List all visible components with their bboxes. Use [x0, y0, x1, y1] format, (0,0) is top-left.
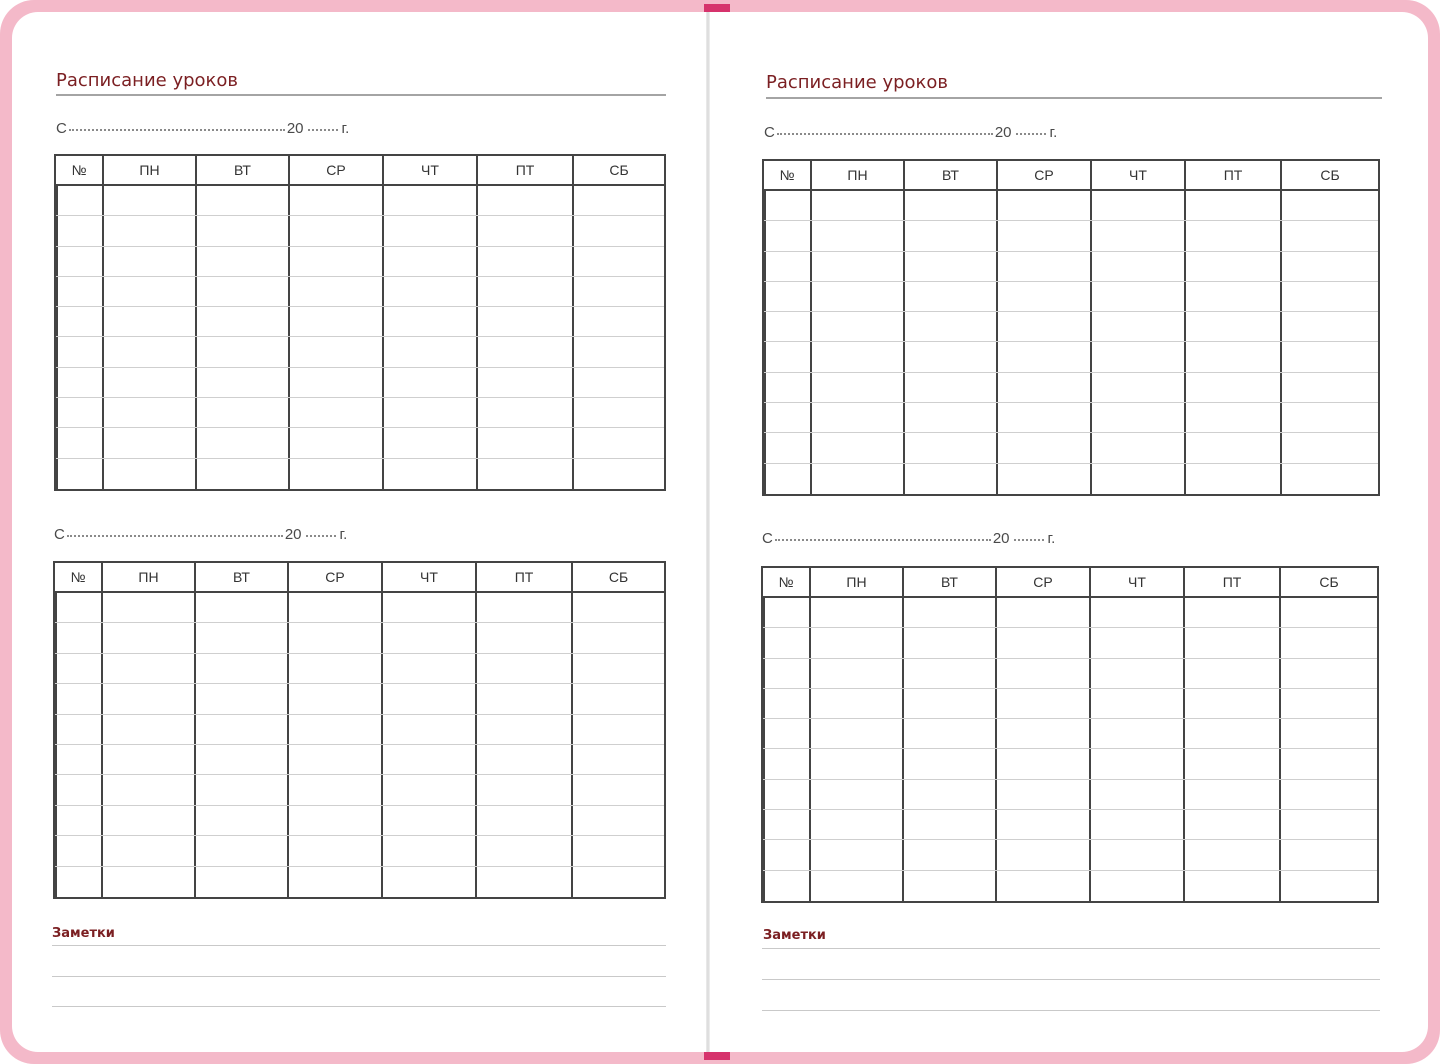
column-header-day: ПТ — [476, 156, 572, 184]
note-line[interactable] — [762, 979, 1380, 980]
table-row[interactable] — [764, 221, 1378, 251]
column-header-day: ПН — [810, 161, 903, 189]
page-title: Расписание уроков — [56, 70, 239, 91]
year-blank[interactable] — [1014, 539, 1044, 541]
date-blank[interactable] — [775, 539, 991, 541]
table-header — [55, 563, 664, 593]
column-header-day: ПТ — [475, 563, 571, 591]
table-row[interactable] — [55, 684, 664, 714]
table-row[interactable] — [55, 593, 664, 623]
table-body — [55, 593, 664, 897]
schedule-date-line[interactable] — [54, 526, 347, 543]
column-header-day: ЧТ — [1089, 568, 1183, 596]
from-label: С — [54, 526, 65, 543]
from-label: С — [56, 120, 67, 137]
column-header-day: ЧТ — [1090, 161, 1184, 189]
column-header-day: СБ — [572, 156, 664, 184]
year-prefix: 20 — [284, 526, 302, 543]
table-row[interactable] — [764, 373, 1378, 403]
table-header — [763, 568, 1377, 598]
schedule-table — [53, 561, 666, 899]
note-line[interactable] — [762, 1010, 1380, 1011]
column-header-day: ПТ — [1183, 568, 1279, 596]
table-row[interactable] — [56, 428, 664, 458]
table-row[interactable] — [56, 398, 664, 428]
table-row[interactable] — [764, 433, 1378, 463]
column-header-day: ПН — [101, 563, 194, 591]
column-header-number: № — [70, 569, 86, 585]
column-header-day: ВТ — [903, 161, 996, 189]
column-header-day: СР — [287, 563, 381, 591]
year-blank[interactable] — [308, 129, 338, 131]
column-header-day: СР — [995, 568, 1089, 596]
table-row[interactable] — [764, 403, 1378, 433]
page-gutter — [706, 12, 710, 1052]
table-row[interactable] — [763, 628, 1377, 658]
lesson-rows — [55, 593, 664, 897]
note-line[interactable] — [52, 945, 666, 946]
table-row[interactable] — [56, 216, 664, 246]
column-header-day: ЧТ — [381, 563, 475, 591]
year-suffix: г. — [1049, 124, 1058, 141]
table-header — [56, 156, 664, 186]
note-line[interactable] — [52, 976, 666, 977]
table-row[interactable] — [763, 780, 1377, 810]
title-rule — [766, 97, 1382, 99]
column-header-day: СР — [996, 161, 1090, 189]
table-row[interactable] — [55, 836, 664, 866]
year-prefix: 20 — [992, 530, 1010, 547]
note-line[interactable] — [52, 1006, 666, 1007]
column-header-day: ВТ — [194, 563, 287, 591]
column-header-day: СБ — [1280, 161, 1378, 189]
table-row[interactable] — [763, 598, 1377, 628]
table-row[interactable] — [55, 775, 664, 805]
column-header-day: СБ — [571, 563, 664, 591]
table-row[interactable] — [56, 459, 664, 489]
table-body — [56, 186, 664, 489]
table-row[interactable] — [764, 191, 1378, 221]
table-row[interactable] — [763, 871, 1377, 901]
notes-label: Заметки — [52, 926, 115, 941]
table-row[interactable] — [764, 312, 1378, 342]
column-header-day: СР — [288, 156, 382, 184]
table-row[interactable] — [764, 342, 1378, 372]
column-header-number: № — [71, 162, 87, 178]
column-header-day: ВТ — [902, 568, 995, 596]
table-row[interactable] — [56, 247, 664, 277]
column-header-day: СБ — [1279, 568, 1377, 596]
date-blank[interactable] — [67, 535, 283, 537]
schedule-date-line[interactable] — [764, 124, 1057, 141]
schedule-date-line[interactable] — [762, 530, 1055, 547]
table-row[interactable] — [55, 654, 664, 684]
date-blank[interactable] — [777, 133, 993, 135]
table-row[interactable] — [764, 282, 1378, 312]
table-header — [764, 161, 1378, 191]
table-body — [764, 191, 1378, 494]
column-header-number: № — [779, 167, 795, 183]
table-row[interactable] — [56, 277, 664, 307]
from-label: С — [764, 124, 775, 141]
year-prefix: 20 — [286, 120, 304, 137]
date-blank[interactable] — [69, 129, 285, 131]
note-line[interactable] — [762, 948, 1380, 949]
table-row[interactable] — [56, 337, 664, 367]
table-row[interactable] — [764, 464, 1378, 494]
table-body — [763, 598, 1377, 901]
table-row[interactable] — [55, 715, 664, 745]
year-blank[interactable] — [306, 535, 336, 537]
table-row[interactable] — [763, 810, 1377, 840]
column-header-day: ПН — [102, 156, 195, 184]
schedule-table — [761, 566, 1379, 903]
table-row[interactable] — [56, 186, 664, 216]
column-header-number: № — [778, 574, 794, 590]
table-row[interactable] — [764, 252, 1378, 282]
year-blank[interactable] — [1016, 133, 1046, 135]
year-suffix: г. — [341, 120, 350, 137]
lesson-rows — [763, 598, 1377, 901]
schedule-table — [54, 154, 666, 491]
column-header-day: ПН — [809, 568, 902, 596]
from-label: С — [762, 530, 773, 547]
page-title: Расписание уроков — [766, 72, 949, 93]
column-header-day: ВТ — [195, 156, 288, 184]
table-row[interactable] — [55, 867, 664, 897]
column-header-day: ЧТ — [382, 156, 476, 184]
table-row[interactable] — [763, 840, 1377, 870]
table-row[interactable] — [763, 689, 1377, 719]
notes-label: Заметки — [763, 928, 826, 943]
table-row[interactable] — [55, 623, 664, 653]
lesson-rows — [764, 191, 1378, 494]
lesson-rows — [56, 186, 664, 489]
schedule-table — [762, 159, 1380, 496]
column-header-day: ПТ — [1184, 161, 1280, 189]
table-row[interactable] — [56, 368, 664, 398]
title-rule — [56, 94, 666, 96]
year-suffix: г. — [1047, 530, 1056, 547]
table-row[interactable] — [763, 749, 1377, 779]
table-row[interactable] — [763, 659, 1377, 689]
year-suffix: г. — [339, 526, 348, 543]
table-row[interactable] — [56, 307, 664, 337]
table-row[interactable] — [763, 719, 1377, 749]
schedule-date-line[interactable] — [56, 120, 349, 137]
year-prefix: 20 — [994, 124, 1012, 141]
table-row[interactable] — [55, 745, 664, 775]
table-row[interactable] — [55, 806, 664, 836]
